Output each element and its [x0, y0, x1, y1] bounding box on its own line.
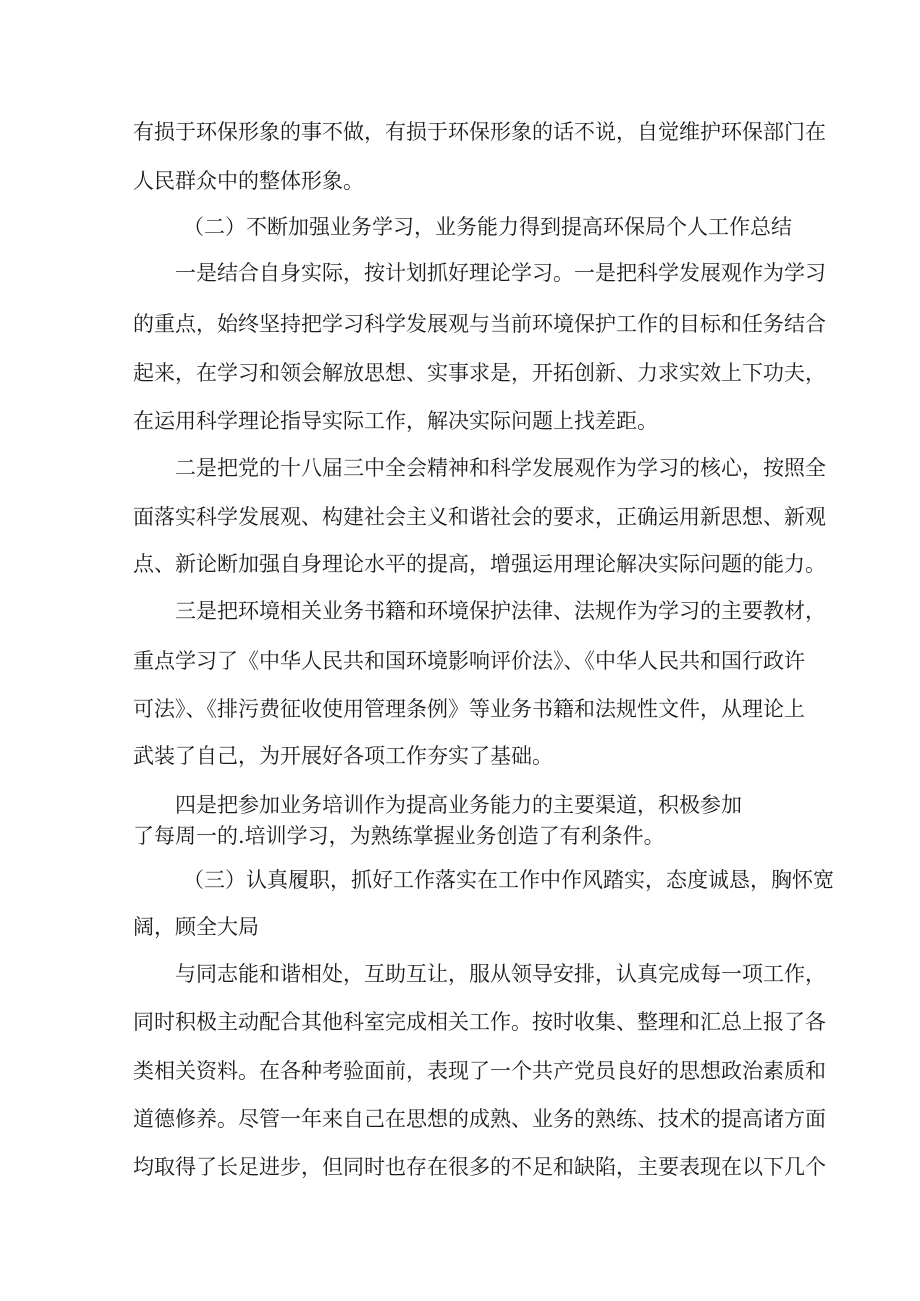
text-line: 二是把党的十八届三中全会精神和科学发展观作为学习的核心，按照全 — [175, 456, 826, 480]
text-line: 均取得了长足进步，但同时也存在很多的不足和缺陷，主要表现在以下几个 — [133, 1155, 826, 1179]
section-heading: 阔，顾全大局 — [133, 915, 259, 939]
text-line: 类相关资料。在各种考验面前，表现了一个共产党员良好的思想政治素质和 — [133, 1059, 826, 1083]
text-line: 四是把参加业务培训作为提高业务能力的主要渠道，积极参加 — [175, 793, 742, 817]
text-line: 三是把环境相关业务书籍和环境保护法律、法规作为学习的主要教材， — [175, 599, 826, 623]
text-line: 与同志能和谐相处，互助互让，服从领导安排，认真完成每一项工作， — [175, 962, 826, 986]
section-heading: （三）认真履职，抓好工作落实在工作中作风踏实，态度诚恳，胸怀宽 — [183, 868, 834, 892]
text-line: 同时积极主动配合其他科室完成相关工作。按时收集、整理和汇总上报了各 — [133, 1010, 826, 1034]
text-line: 点、新论断加强自身理论水平的提高，增强运用理论解决实际问题的能力。 — [133, 552, 826, 576]
text-line: 在运用科学理论指导实际工作，解决实际问题上找差距。 — [133, 409, 658, 433]
text-line: 了每周一的.培训学习，为熟练掌握业务创造了有利条件。 — [133, 824, 665, 848]
text-line: 重点学习了《中华人民共和国环境影响评价法》、《中华人民共和国行政许 — [133, 649, 805, 673]
section-heading: （二）不断加强业务学习，业务能力得到提高环保局个人工作总结 — [183, 215, 792, 239]
text-line: 的重点，始终坚持把学习科学发展观与当前环境保护工作的目标和任务结合 — [133, 312, 826, 336]
text-line: 一是结合自身实际，按计划抓好理论学习。一是把科学发展观作为学习 — [175, 261, 826, 285]
text-line: 可法》、《排污费征收使用管理条例》等业务书籍和法规性文件，从理论上 — [133, 697, 805, 721]
text-line: 面落实科学发展观、构建社会主义和谐社会的要求，正确运用新思想、新观 — [133, 505, 826, 529]
text-line: 起来，在学习和领会解放思想、实事求是，开拓创新、力求实效上下功夫， — [133, 361, 826, 385]
text-line: 道德修养。尽管一年来自己在思想的成熟、业务的熟练、技术的提高诸方面 — [133, 1107, 826, 1131]
text-line: 人民群众中的整体形象。 — [133, 169, 364, 193]
text-line: 武装了自己，为开展好各项工作夯实了基础。 — [133, 744, 553, 768]
text-line: 有损于环保形象的事不做，有损于环保形象的话不说，自觉维护环保部门在 — [133, 120, 826, 144]
